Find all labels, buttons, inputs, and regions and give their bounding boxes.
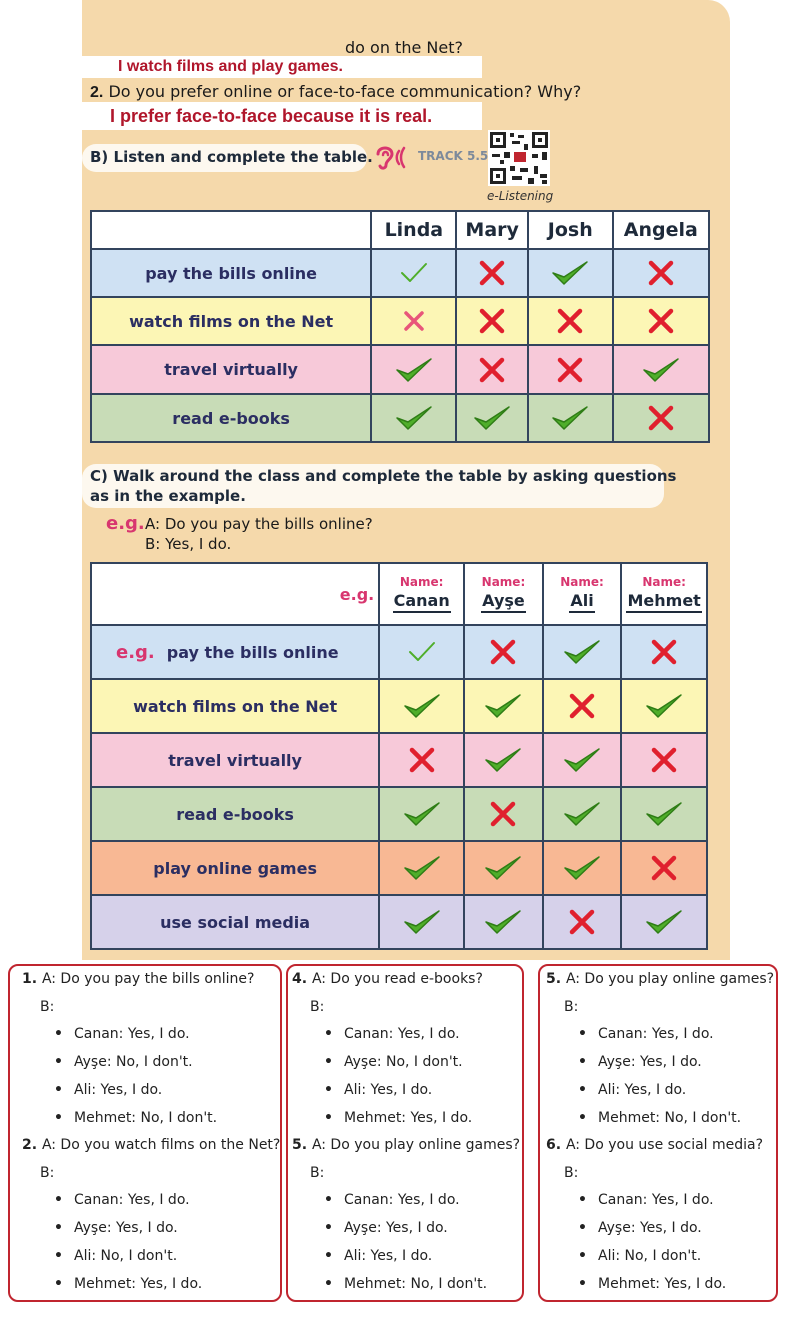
check-icon [644,692,684,720]
answer-1: I watch films and play games. [118,58,343,75]
mark-cell [621,841,707,895]
header-linda: Linda [371,211,456,249]
table-row [91,841,707,895]
mark-cell [379,625,464,679]
mark-cell [379,787,464,841]
mark-cell [528,394,613,442]
mark-cell [371,394,456,442]
check-icon [644,908,684,936]
header-angela: Angela [613,211,709,249]
table-corner [91,563,379,625]
qa-b-label: B: [564,999,579,1015]
qa-question [22,1137,280,1153]
activity-label: use social media [91,895,379,949]
mark-cell [456,249,527,297]
cross-icon [568,692,596,720]
cross-icon [408,746,436,774]
name-header [543,563,622,625]
check-icon [402,854,442,882]
activity-label: pay the bills online [166,642,339,662]
qa-number: 5. [292,1137,312,1153]
activity-label: travel virtually [91,345,371,394]
table-row [91,345,709,394]
eg-marker: e.g. [339,585,375,604]
table-corner [91,211,371,249]
qa-answer: • Canan: Yes, I do. [74,1192,190,1208]
qa-answer: • Canan: Yes, I do. [344,1026,460,1042]
student-name: Canan [393,591,451,613]
mark-cell [621,895,707,949]
qa-answer: • Mehmet: Yes, I do. [598,1276,726,1292]
mark-cell [543,787,622,841]
activity-label: play online games [91,841,379,895]
mark-cell [543,625,622,679]
check-icon [483,746,523,774]
cross-icon [478,356,506,384]
qa-answer: • Ayşe: Yes, I do. [74,1220,178,1236]
check-icon [562,746,602,774]
qa-question [292,1137,520,1153]
cross-icon [478,307,506,335]
section-c-title-line1: C) Walk around the class and complete the table by asking questions [90,467,677,485]
mark-cell [464,625,543,679]
qa-b-label: B: [310,1165,325,1181]
qa-question-text: A: Do you use social media? [565,1137,764,1153]
qa-answer: • Ali: Yes, I do. [344,1248,432,1264]
name-label: Name: [481,575,526,589]
cross-icon [650,746,678,774]
mark-cell [379,733,464,787]
mark-cell [456,394,527,442]
check-icon [402,908,442,936]
qa-question [22,971,254,987]
qa-b-label: B: [564,1165,579,1181]
check-icon [550,404,590,432]
check-icon [399,261,429,285]
qa-number: 4. [292,971,312,987]
name-label: Name: [560,575,604,589]
mark-cell [621,787,707,841]
mark-cell [371,249,456,297]
activity-cell [91,625,379,679]
cross-icon [556,356,584,384]
header-josh: Josh [528,211,613,249]
qa-answer: • Mehmet: No, I don't. [598,1110,741,1126]
mark-cell [621,679,707,733]
table-row [91,679,707,733]
section-c-title-line2: as in the example. [90,487,246,505]
qa-question [292,971,483,987]
name-header [464,563,543,625]
qa-answer: • Ali: No, I don't. [74,1248,177,1264]
qa-b-label: B: [40,1165,55,1181]
activity-label: watch films on the Net [91,297,371,345]
name-header [379,563,464,625]
cross-icon [650,854,678,882]
qa-number: 6. [546,1137,566,1153]
check-icon [483,854,523,882]
student-name: Ali [569,591,594,613]
mark-cell [613,345,709,394]
example-question: A: Do you pay the bills online? [145,515,373,533]
mark-cell [464,679,543,733]
question-2-number: 2. [90,84,104,101]
qa-answer: • Ayşe: No, I don't. [74,1054,193,1070]
mark-cell [613,297,709,345]
qa-answer: • Mehmet: Yes, I do. [344,1110,472,1126]
check-icon [402,800,442,828]
mark-cell [379,679,464,733]
check-icon [641,356,681,384]
qa-question-text: A: Do you play online games? [311,1137,521,1153]
cross-icon [647,307,675,335]
table-row [91,297,709,345]
mark-cell [464,841,543,895]
qr-code-icon [488,130,550,190]
answer-2: I prefer face-to-face because it is real. [110,106,433,126]
qa-answer: • Ali: Yes, I do. [74,1082,162,1098]
cross-icon [489,638,517,666]
qa-answer: • Ali: No, I don't. [598,1248,701,1264]
qa-answer: • Ayşe: Yes, I do. [598,1054,702,1070]
mark-cell [543,841,622,895]
mark-cell [379,841,464,895]
qa-answer: • Ayşe: Yes, I do. [598,1220,702,1236]
question-2-text: Do you prefer online or face-to-face communication? Why? [108,82,582,101]
qa-answer: • Mehmet: Yes, I do. [74,1276,202,1292]
name-header [621,563,707,625]
table-row [91,625,707,679]
eg-marker: e.g. [116,641,155,663]
qa-answer: • Ayşe: Yes, I do. [344,1220,448,1236]
cross-icon [402,309,426,333]
table-row [91,733,707,787]
qa-answer: • Mehmet: No, I don't. [344,1276,487,1292]
table-row [91,895,707,949]
qa-question [546,971,774,987]
mark-cell [464,895,543,949]
mark-cell [543,733,622,787]
check-icon [644,800,684,828]
check-icon [394,356,434,384]
check-icon [472,404,512,432]
mark-cell [464,787,543,841]
check-icon [402,692,442,720]
page-margin [0,0,82,960]
cross-icon [489,800,517,828]
qa-answer: • Ali: Yes, I do. [344,1082,432,1098]
check-icon [550,259,590,287]
activity-label: read e-books [91,787,379,841]
mark-cell [379,895,464,949]
question-tail: do on the Net? [345,38,463,57]
check-icon [394,404,434,432]
cross-icon [556,307,584,335]
qa-question-text: A: Do you play online games? [565,971,775,987]
example-marker: e.g. [106,513,145,534]
question-2 [90,82,581,102]
table-row [91,249,709,297]
check-icon [407,640,437,664]
table-row [91,394,709,442]
mark-cell [543,895,622,949]
mark-cell [456,345,527,394]
cross-icon [650,638,678,666]
mark-cell [371,297,456,345]
example-answer: B: Yes, I do. [145,535,232,553]
mark-cell [543,679,622,733]
cross-icon [568,908,596,936]
qa-question-text: A: Do you pay the bills online? [41,971,255,987]
cross-icon [647,404,675,432]
qa-answer: • Canan: Yes, I do. [598,1192,714,1208]
qa-answer: • Ayşe: No, I don't. [344,1054,463,1070]
qa-question-text: A: Do you read e-books? [311,971,483,987]
qa-answer: • Mehmet: No, I don't. [74,1110,217,1126]
mark-cell [464,733,543,787]
mark-cell [528,249,613,297]
qa-question-text: A: Do you watch films on the Net? [41,1137,281,1153]
mark-cell [371,345,456,394]
activity-label: watch films on the Net [91,679,379,733]
header-mary: Mary [456,211,527,249]
mark-cell [613,249,709,297]
qa-question [546,1137,763,1153]
mark-cell [613,394,709,442]
mark-cell [528,345,613,394]
qa-number: 5. [546,971,566,987]
track-label: TRACK 5.5 [418,149,489,163]
table-row [91,787,707,841]
qa-answer: • Ali: Yes, I do. [598,1082,686,1098]
check-icon [562,638,602,666]
activity-label: read e-books [91,394,371,442]
mark-cell [621,625,707,679]
qa-b-label: B: [310,999,325,1015]
check-icon [562,854,602,882]
qa-answer: • Canan: Yes, I do. [344,1192,460,1208]
qa-answer: • Canan: Yes, I do. [74,1026,190,1042]
mark-cell [456,297,527,345]
qa-number: 1. [22,971,42,987]
qa-answer: • Canan: Yes, I do. [598,1026,714,1042]
qa-b-label: B: [40,999,55,1015]
section-b-title: B) Listen and complete the table. [90,148,373,166]
cross-icon [478,259,506,287]
mark-cell [621,733,707,787]
ear-icon [372,142,412,176]
qa-number: 2. [22,1137,42,1153]
activity-label: pay the bills online [91,249,371,297]
survey-table [90,562,708,950]
name-label: Name: [642,575,686,589]
activity-label: travel virtually [91,733,379,787]
cross-icon [647,259,675,287]
name-label: Name: [399,575,444,589]
listening-table [90,210,710,443]
mark-cell [528,297,613,345]
check-icon [562,800,602,828]
check-icon [483,908,523,936]
student-name: Mehmet [626,591,701,613]
check-icon [483,692,523,720]
student-name: Ayşe [481,591,526,613]
e-listening-label: e-Listening [487,189,554,203]
